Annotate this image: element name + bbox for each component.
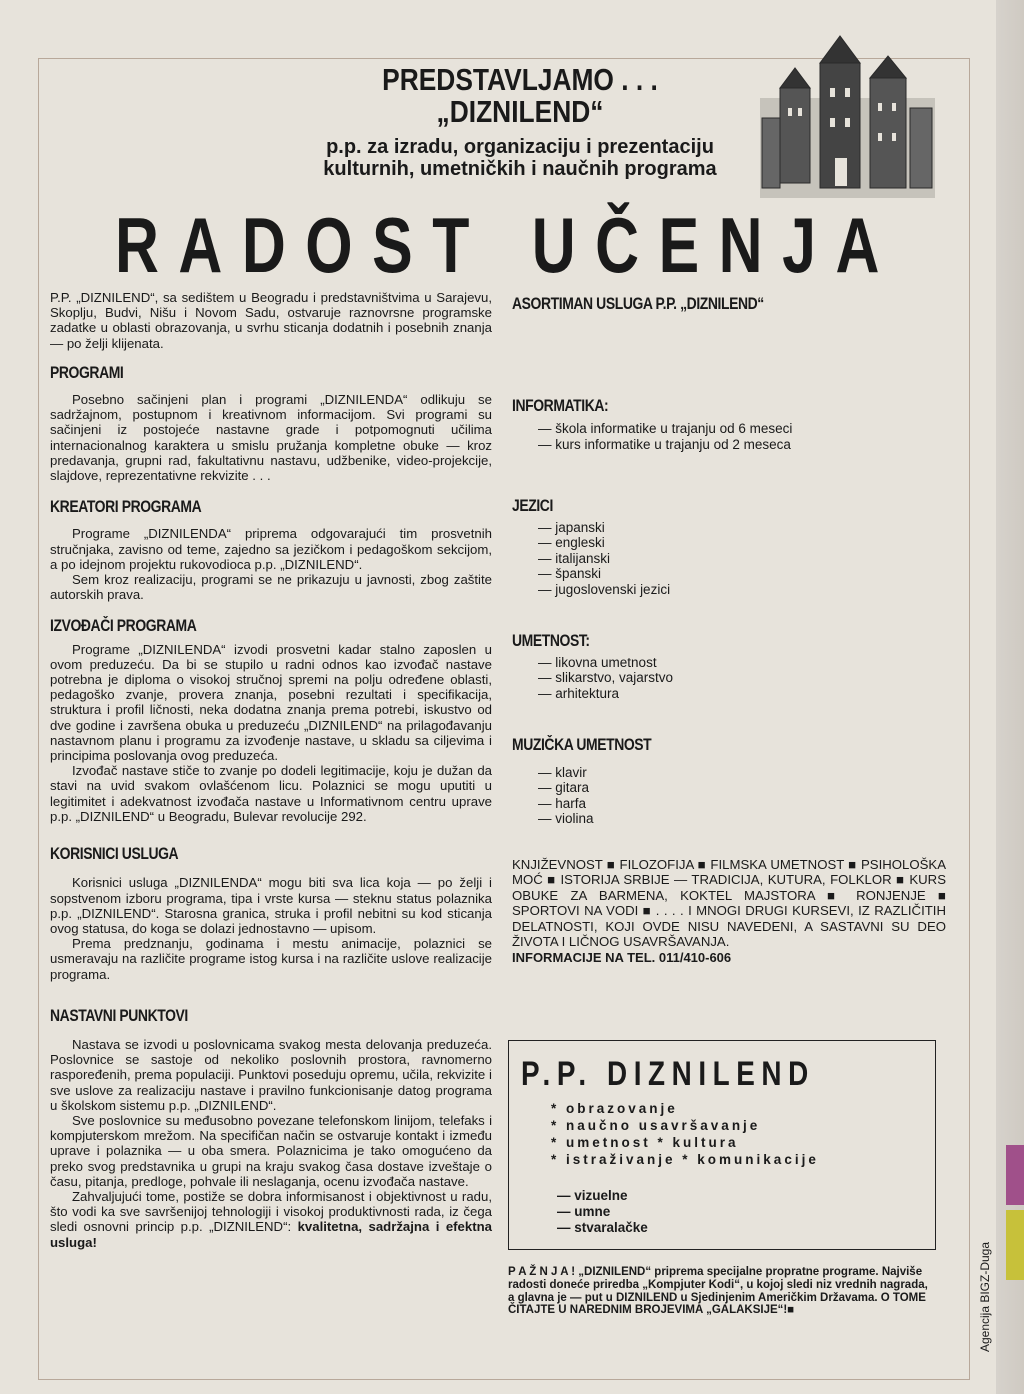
punktovi-paragraph-3 [50, 1189, 492, 1250]
punktovi-bold: kvalitetna, sadržajna i efektna usluga! [50, 1219, 492, 1250]
agency-credit [975, 1235, 995, 1365]
jezici-heading: JEZICI [512, 496, 553, 515]
izvodjaci-paragraph-2: Izvođač nastave stiče to zvanje po dodeli legitimacije, koju je dužan da stavi na uvid svakom ovlašćenom licu. Polaznici se mogu uputiti u legitimitet i adekvatnost izvođača nastave u Informativnom centru uprave p.p. „DIZNILEND“ u Beogradu, Bulevar revolucije 292. [50, 763, 492, 824]
header-sub2: kulturnih, umetničkih i naučnih programa [323, 158, 717, 180]
programi-paragraph: Posebno sačinjeni plan i programi „DIZNILENDA“ odlikuju se sadržajnom, postupnom i kreativnom informacijom. Svi programi su sačinjeni iz postojeće nastavne grade i potpomognuti učilima internacionalnog karaktera u smislu pružanja kompletne obuke — kroz predavanja, grupni rad, fakultativnu nastavu, udžbenike, video-projekcije, slajdove, reprezentativne rekvizite . . . [50, 392, 492, 484]
title-letter: A [178, 200, 223, 289]
ad-title: P.P. DIZNILEND [521, 1055, 815, 1093]
ad-box [508, 1040, 936, 1250]
programi-heading: PROGRAMI [50, 362, 124, 382]
list-item: — violina [538, 811, 952, 827]
list-item: — jugoslovenski jezici [538, 582, 952, 598]
edge-tab-yellow [1006, 1210, 1024, 1280]
ad-lines-2 [521, 1188, 923, 1236]
jezici-list [512, 520, 952, 598]
muzicka-list [512, 765, 952, 827]
ad-line: — umne [557, 1204, 611, 1219]
umetnost-heading: UMETNOST: [512, 631, 590, 650]
punktovi-paragraph: Nastava se izvodi u poslovnicama svakog mesta delovanja preduzeća. Poslovnice se sastoje od nekoliko poslovnih prostora, ravnomerno raspoređenih, prema populaciji. Punktovi poseduju opremu, učila, rekvizite i sve uslove za realizaciju nastave i pravilno funkcionisanje datog programa u školskom sistemu p.p. „DIZNILEND“. [50, 1036, 492, 1113]
umetnost-list [512, 655, 952, 702]
punktovi-heading: NASTAVNI PUNKTOVI [50, 1005, 188, 1025]
title-letter: J [782, 200, 816, 289]
izvodjaci-paragraph: Programe „DIZNILENDA“ izvodi prosvetni kadar stalno zaposlen u ovom preduzeću. Da bi se stupilo u radni odnos kao izvođač nastave potrebna je diploma o visokoj stručnoj spremi na polju određene oblasti, pedagoško zvanje, provera znanja, posebni rezultati i specifikacija, struktura i profil ličnosti, neka dodatna znanja prema potrebi, iskustvo od dve godine i završena obuka u preduzeću „DIZNILEND“ na prilagođavanju nastavnom planu i programu za izvođenje nastave, u skladu sa ciljevima i principima poslovanja ovog preduzeća. [50, 641, 492, 764]
right-column [512, 290, 952, 965]
ad-line: * istraživanje * komunikacije [551, 1152, 819, 1167]
list-item: — likovna umetnost [538, 655, 952, 671]
kreatori-paragraph: Programe „DIZNILENDA“ priprema odgovarajući tim prosvetnih stručnjaka, zavisno od teme, zajedno sa jezičkom i pedagoškom sekcijom, a po idejnom projektu rukovodioca p.p. „DIZNILEND“. [50, 526, 492, 572]
list-item: — škola informatike u trajanju od 6 meseci [538, 421, 952, 437]
izvodjaci-heading: IZVOĐAČI PROGRAMA [50, 616, 197, 636]
agency-text: Agencija BIGZ-Duga [978, 1241, 992, 1353]
title-letter: A [835, 200, 880, 289]
title-letter: R [115, 200, 159, 289]
title-letter: O [305, 200, 353, 289]
ad-line: * umetnost * kultura [551, 1135, 739, 1150]
notice-paragraph: P A Ž N J A ! „DIZNILEND“ priprema specijalne propratne programe. Najviše radosti doneće priredba „Kompjuter Kodi“, u kojoj sledi niz vrednih nagrada, a glavna je — put u DIZNILEND u Sjedinjenim Američkim Državama. O TOME ČITAJTE U NAREDNIM BROJEVIMA „GALAKSIJE“!■ [508, 1266, 928, 1317]
informatika-heading: INFORMATIKA: [512, 395, 609, 415]
list-item: — arhitektura [538, 686, 952, 702]
ad-lines [521, 1100, 923, 1168]
header [290, 64, 750, 180]
kreatori-heading: KREATORI PROGRAMA [50, 497, 202, 517]
korisnici-heading: KORISNICI USLUGA [50, 844, 179, 864]
header-line1: PREDSTAVLJAMO . . . [382, 62, 658, 97]
castle-illustration [750, 28, 945, 200]
ad-line: * obrazovanje [551, 1101, 678, 1116]
korisnici-paragraph-2: Prema predznanju, godinama i mestu animacije, polaznici se usmeravaju na različite programe istog kursa i na različite uslove realizacije programa. [50, 936, 492, 982]
header-sub1: p.p. za izradu, organizaciju i prezentaciju [326, 136, 714, 158]
list-item: — španski [538, 566, 952, 582]
list-item: — harfa [538, 796, 952, 812]
header-line2: „DIZNILEND“ [436, 94, 604, 129]
ad-line: — stvaralačke [557, 1220, 648, 1235]
list-item: — gitara [538, 780, 952, 796]
title-letter: D [241, 200, 286, 289]
title-letter: Č [595, 200, 640, 289]
asortiman-heading: ASORTIMAN USLUGA P.P. „DIZNILEND“ [512, 294, 764, 313]
list-item: — engleski [538, 535, 952, 551]
list-item: — italijanski [538, 551, 952, 567]
misc-courses: KNJIŽEVNOST ■ FILOZOFIJA ■ FILMSKA UMETNOST ■ PSIHOLOŠKA MOĆ ■ ISTORIJA SRBIJE — TRADICIJA, KUTURA, FOLKLOR ■ KURS OBUKE ZA BARMENA, KOKTEL MAJSTORA ■ RONJENJE ■ SPORTOVI NA VODI ■ . . . . I MNOGI DRUGI KURSEVI, IZ RAZLIČITIH DELATNOSTI, KOJI OVDE NISU NAVEDENI, A SASTAVNI SU DEO ŽIVOTA I LIČNOG USAVRŠAVANJA. [512, 856, 946, 949]
intro-paragraph: P.P. „DIZNILEND“, sa sedištem u Beogradu i predstavništvima u Sarajevu, Skoplju, Budvi, Nišu i Novom Sadu, ostvaruje raznovrsne programske zadatke u oblasti obrazovanja, u svrhu sticanja dodatnih i posebnih znanja — po želji klijenata. [50, 290, 492, 351]
ad-line: * naučno usavršavanje [551, 1118, 761, 1133]
list-item: — slikarstvo, vajarstvo [538, 670, 952, 686]
main-title [115, 200, 880, 289]
title-letter: S [372, 200, 413, 289]
left-column [50, 290, 492, 1250]
title-letter: E [658, 200, 700, 289]
muzicka-heading: MUZIČKA UMETNOST [512, 735, 652, 754]
list-item: — kurs informatike u trajanju od 2 meseca [538, 437, 952, 453]
korisnici-paragraph: Korisnici usluga „DIZNILENDA“ mogu biti sva lica koja — po želji i sopstvenom izboru programa, tipa i vrste kursa — steknu status polaznika p.p. „DIZNILEND“. Starosna granica, struka i profil nebitni su kod sticanja ovog statusa, do koga se dolazi jednostavno — upisom. [50, 875, 492, 936]
kreatori-paragraph-2: Sem kroz realizaciju, programi se ne prikazuju u javnosti, zbog zaštite autorskih prava. [50, 572, 492, 603]
title-letter: N [718, 200, 763, 289]
informatika-list [512, 421, 952, 452]
punktovi-paragraph-2: Sve poslovnice su međusobno povezane telefonskom linijom, telefaks i kompjuterskom mrežom. Na specifičan način se ostvaruje kontakt i između uprave i polaznika — u oba smera. Polaznicima je tako omogućeno da preko svog predstavnika u grupi na kraju svakog časa dostave izveštaje o času, pitanja, predloge, pohvale ili neslaganja, ocenu izvođača nastave. [50, 1112, 492, 1189]
edge-tab-pink [1006, 1145, 1024, 1205]
list-item: — klavir [538, 765, 952, 781]
title-letter: U [531, 200, 576, 289]
list-item: — japanski [538, 520, 952, 536]
title-letter: T [432, 200, 470, 289]
ad-line: — vizuelne [557, 1188, 628, 1203]
punktovi-text: Zahvaljujući tome, postiže se dobra informisanost i objektivnost u radu, što vodi ka sve savršenijoj tehnologiji i visokoj produktivnosti rada, iz čega sledi osnovni princip p.p. „DIZNILEND“: [50, 1188, 492, 1235]
info-phone: INFORMACIJE NA TEL. 011/410-606 [512, 949, 732, 965]
